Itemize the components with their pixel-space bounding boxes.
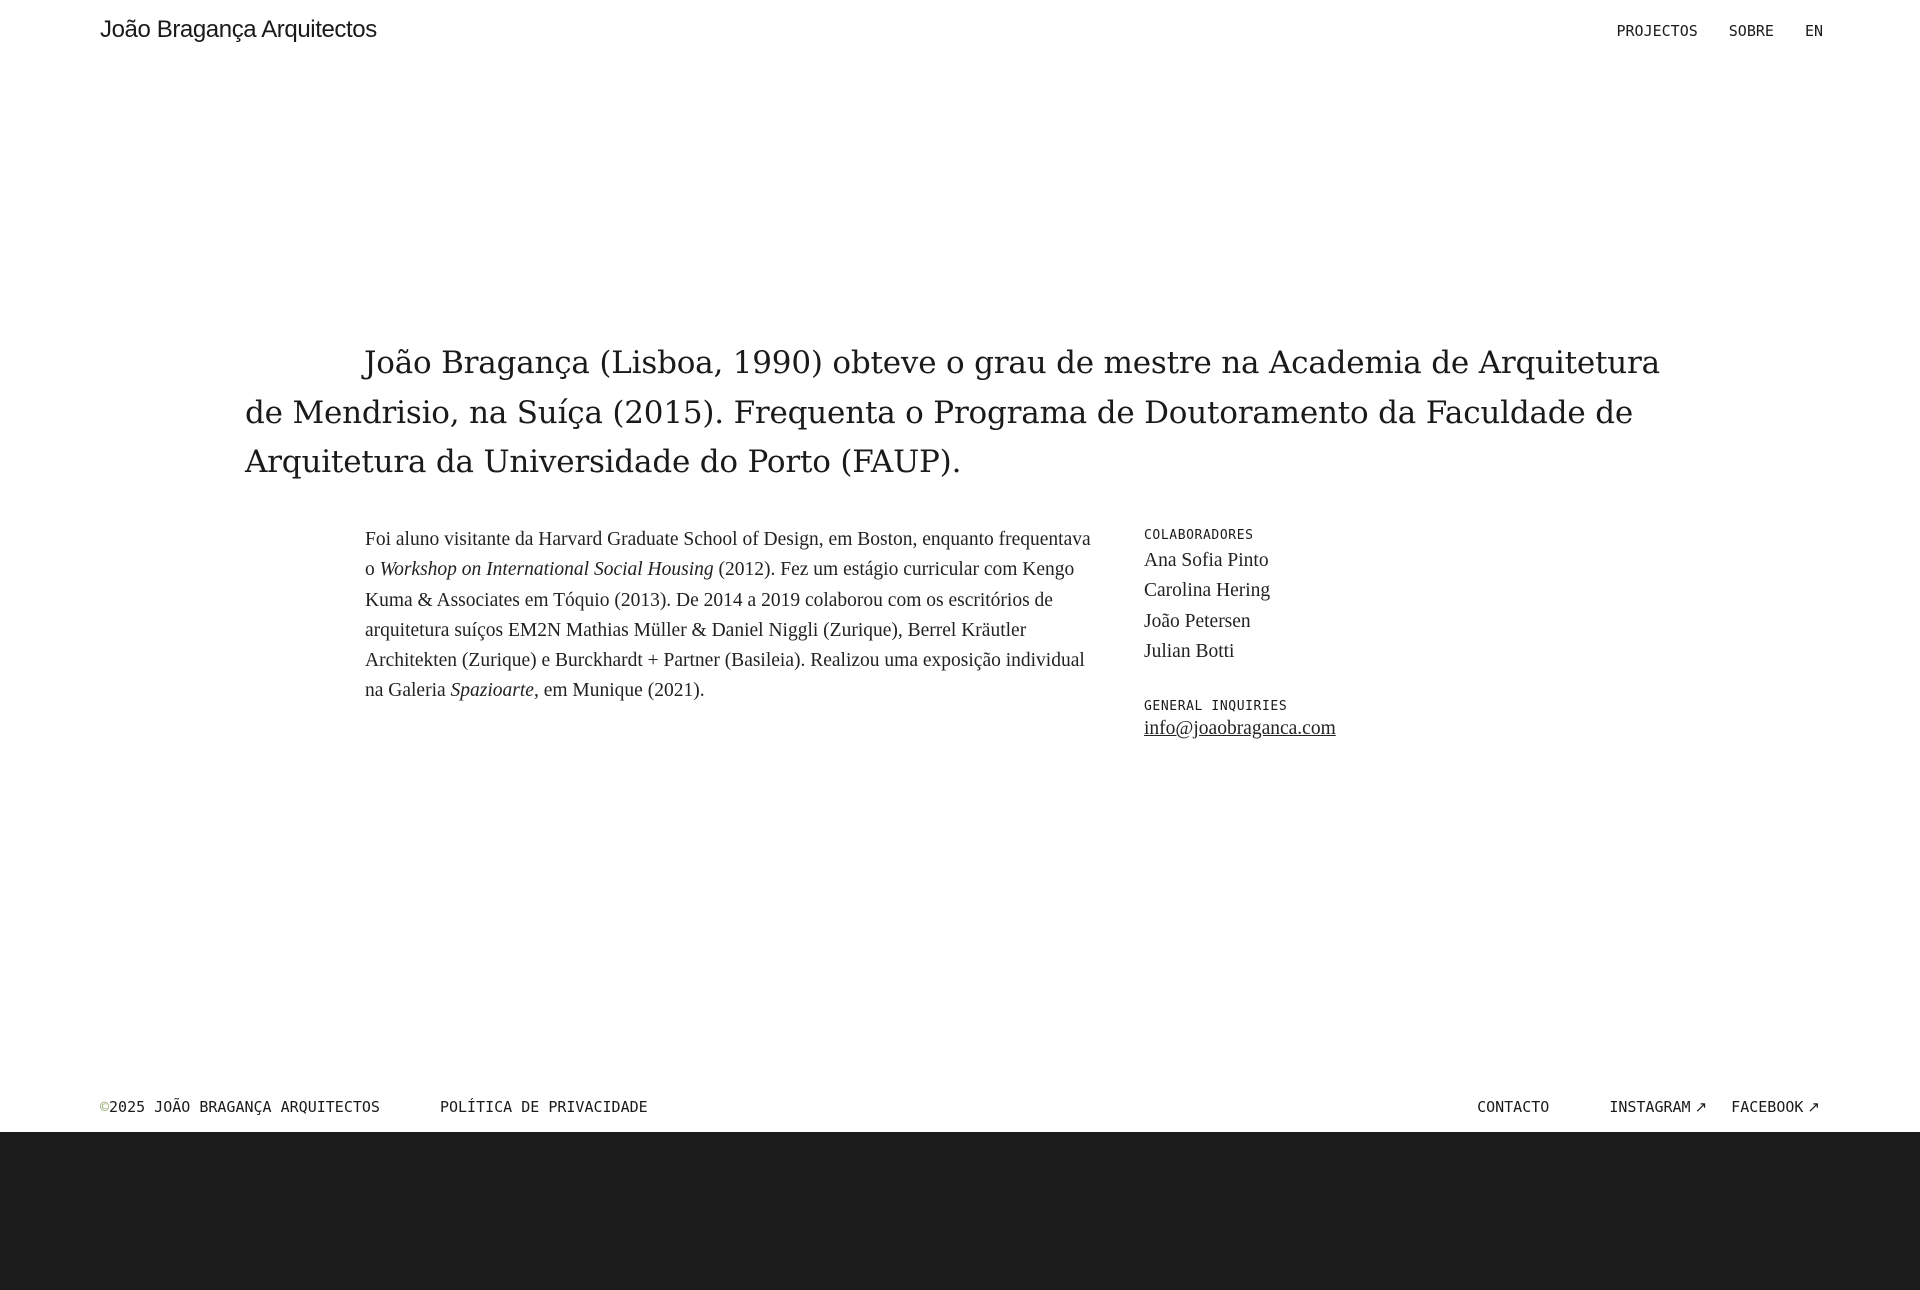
copyright <box>100 1098 380 1116</box>
nav-sobre[interactable]: SOBRE <box>1728 22 1774 40</box>
bottom-dark-band <box>0 1132 1920 1290</box>
about-bio-paragraph <box>365 525 1100 707</box>
external-link-icon: ↗ <box>1694 1098 1708 1116</box>
instagram-label: INSTAGRAM <box>1609 1098 1691 1116</box>
main-nav <box>1617 22 1824 40</box>
side-info <box>1144 528 1564 740</box>
collaborator-name: Ana Sofia Pinto <box>1144 550 1269 571</box>
footer-instagram-link[interactable] <box>1609 1098 1707 1116</box>
nav-projectos[interactable]: PROJECTOS <box>1616 22 1698 40</box>
collaborator-name: Julian Botti <box>1144 640 1235 662</box>
bio-text-2: (2012). Fez um estágio curricular com Kengo Kuma & Associates em Tóquio (2013). De 2014 a 2019 colaborou com os escritórios de arquitetura suíços EM2N Mathias Müller & Daniel Niggli (Zurique), Berrel Kräutler Architekten (Zurique) e Burckhardt + Partner (Basileia). Realizou uma exposição individual na Galeria <box>365 559 1085 702</box>
bio-text-1: Foi aluno visitante da Harvard Graduate School of Design, em Boston, enquanto frequentava o <box>365 529 1091 581</box>
nav-language-en[interactable]: EN <box>1804 22 1823 40</box>
collaborators-label: COLABORADORES <box>1144 528 1254 543</box>
collaborators-list <box>1144 546 1564 667</box>
facebook-label: FACEBOOK <box>1731 1098 1804 1116</box>
privacy-policy-link[interactable]: POLÍTICA DE PRIVACIDADE <box>439 1098 648 1116</box>
site-logo[interactable]: João Bragança Arquitectos <box>100 16 377 43</box>
footer-facebook-link[interactable] <box>1731 1098 1820 1116</box>
footer-contact-link[interactable]: CONTACTO <box>1477 1098 1550 1116</box>
contact-email-link[interactable]: info@joaobraganca.com <box>1144 718 1336 740</box>
copyright-text: 2025 JOÃO BRAGANÇA ARQUITECTOS <box>109 1098 380 1116</box>
footer-left <box>100 1098 648 1116</box>
copyright-icon: © <box>100 1098 110 1116</box>
bio-text-3: , em Munique (2021). <box>533 680 705 702</box>
general-inquiries-label: GENERAL INQUIRIES <box>1144 699 1288 715</box>
about-lead-paragraph: João Bragança (Lisboa, 1990) obteve o grau de mestre na Academia de Arquitetura de Mendrisio, na Suíça (2015). Frequenta o Programa de Doutoramento da Faculdade de Arquitetura da Universidade do Porto (FAUP). <box>245 345 1660 480</box>
bio-workshop-title: Workshop on International Social Housing <box>379 559 714 581</box>
collaborator-name: João Petersen <box>1144 610 1251 632</box>
bio-gallery-name: Spazioarte <box>450 680 534 702</box>
footer-right <box>1477 1098 1820 1116</box>
collaborator-name: Carolina Hering <box>1144 580 1271 602</box>
external-link-icon: ↗ <box>1807 1098 1820 1116</box>
